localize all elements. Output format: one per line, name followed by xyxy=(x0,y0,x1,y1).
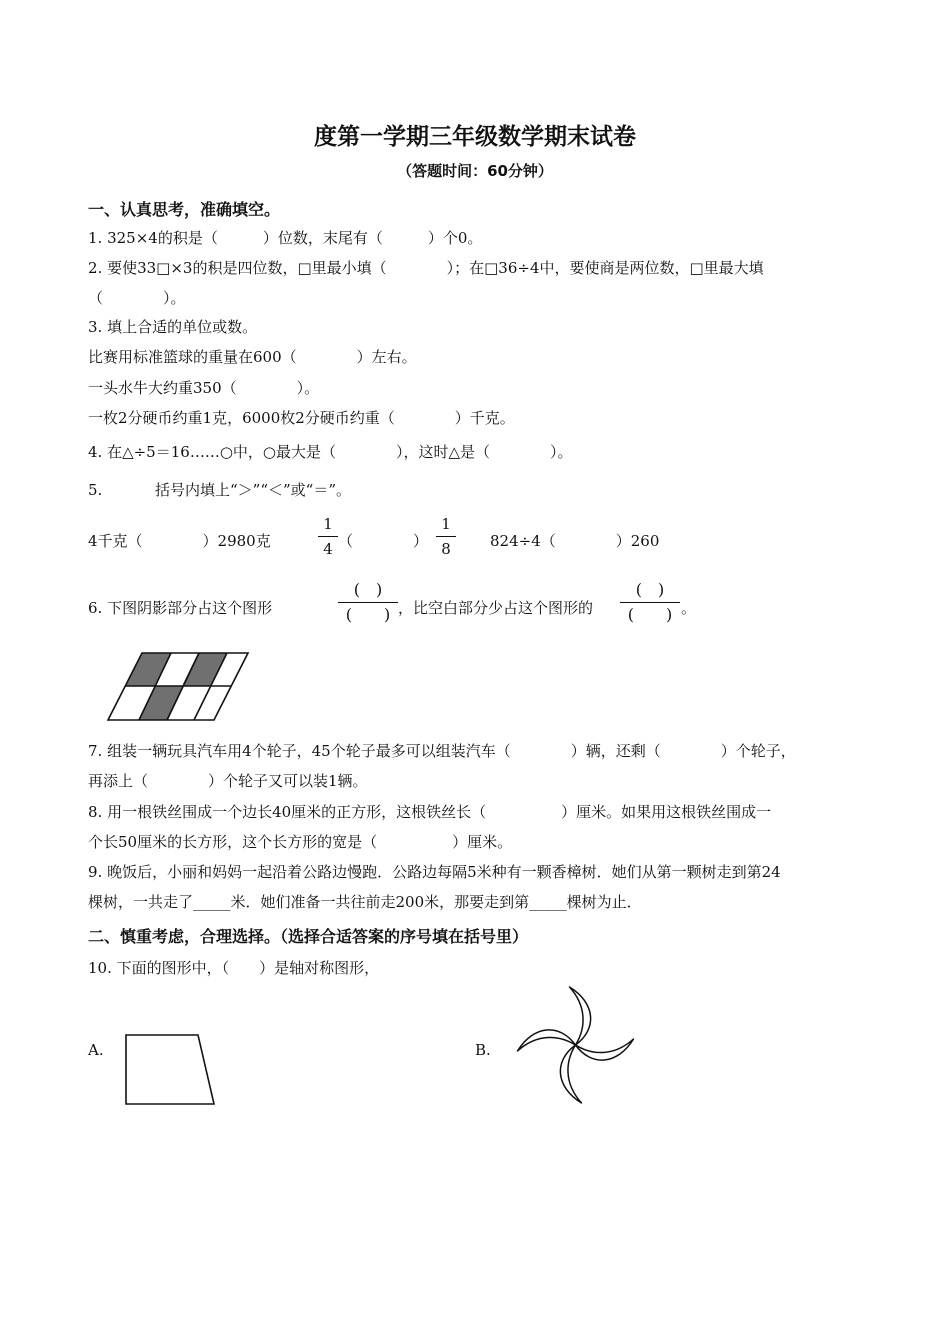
question-5-compare-b: （ ） xyxy=(338,532,429,550)
fraction-bar xyxy=(318,536,338,537)
option-a-label: A. xyxy=(88,1041,104,1059)
option-b-label: B. xyxy=(475,1041,491,1059)
grid-lines xyxy=(108,653,248,720)
fraction-numerator: 1 xyxy=(441,515,451,533)
question-6-end: 。 xyxy=(681,599,697,617)
question-6-blank-fraction-1 xyxy=(338,579,398,626)
pinwheel-crescent-figure xyxy=(508,980,643,1110)
question-6-text-a: 6. 下图阴影部分占这个图形 xyxy=(88,599,273,617)
question-3-item-b: 一头水牛大约重350（ ）。 xyxy=(88,379,320,397)
shaded-cell xyxy=(182,653,227,686)
question-2-line-1: 2. 要使33□×3的积是四位数，□里最小填（ ）；在□36÷4中，要使商是两位数，□里最大填 xyxy=(88,259,764,277)
question-8-line-1: 8. 用一根铁丝围成一个边长40厘米的正方形，这根铁丝长（ ）厘米。如果用这根铁丝围成一 xyxy=(88,803,772,821)
question-3-heading: 3. 填上合适的单位或数。 xyxy=(88,318,258,336)
fraction-denominator: 4 xyxy=(323,540,333,558)
question-2-line-2: （ ）。 xyxy=(88,289,186,307)
fraction-bar xyxy=(338,602,398,603)
fraction-numerator: ( ) xyxy=(353,580,383,599)
question-3-item-c: 一枚2分硬币约重1克，6000枚2分硬币约重（ ）千克。 xyxy=(88,409,515,427)
fraction-numerator: ( ) xyxy=(635,580,665,599)
question-8-line-2: 个长50厘米的长方形，这个长方形的宽是（ ）厘米。 xyxy=(88,833,513,851)
question-9-line-1: 9. 晚饭后，小丽和妈妈一起沿着公路边慢跑．公路边每隔5米种有一颗香樟树．她们从第一颗树走到第24 xyxy=(88,863,781,881)
question-1: 1. 325×4的积是（ ）位数，末尾有（ ）个0。 xyxy=(88,229,483,247)
shaded-cell xyxy=(139,686,184,720)
question-5-compare-a: 4千克（ ）2980克 xyxy=(88,532,271,550)
fraction-denominator: 8 xyxy=(441,540,451,558)
question-6-blank-fraction-2 xyxy=(620,579,680,626)
fraction-bar xyxy=(436,536,456,537)
section-2-heading: 二、慎重考虑，合理选择。（选择合适答案的序号填在括号里） xyxy=(88,927,529,946)
question-5-compare-c: 824÷4（ ）260 xyxy=(490,532,660,550)
trapezoid-figure xyxy=(118,1030,218,1110)
exam-title: 度第一学期三年级数学期末试卷 xyxy=(314,124,636,150)
section-1-heading: 一、认真思考，准确填空。 xyxy=(88,200,281,219)
question-6-text-b: ，比空白部分少占这个图形的 xyxy=(398,599,594,617)
question-5-number: 5. xyxy=(88,481,103,499)
fraction-denominator: ( ) xyxy=(627,605,673,624)
question-5-heading: 括号内填上“＞”“＜”或“＝”。 xyxy=(155,481,352,499)
fraction-denominator: ( ) xyxy=(345,605,391,624)
question-9-line-2: 棵树，一共走了_____米．她们准备一共往前走200米，那要走到第_____棵树为止． xyxy=(88,893,642,911)
fraction-one-eighth xyxy=(436,514,456,559)
fraction-numerator: 1 xyxy=(323,515,333,533)
exam-subtitle: （答题时间：60分钟） xyxy=(397,162,553,180)
question-10: 10. 下面的图形中，（ ）是轴对称图形， xyxy=(88,959,380,977)
fraction-bar xyxy=(620,602,680,603)
question-7-line-1: 7. 组装一辆玩具汽车用4个轮子，45个轮子最多可以组装汽车（ ）辆，还剩（ ）个轮子， xyxy=(88,742,796,760)
question-3-item-a: 比赛用标准篮球的重量在600（ ）左右。 xyxy=(88,348,417,366)
question-7-line-2: 再添上（ ）个轮子又可以装1辆。 xyxy=(88,772,368,790)
fraction-one-quarter xyxy=(318,514,338,559)
parallelogram-figure xyxy=(100,648,255,726)
question-4: 4. 在△÷5＝16……○中，○最大是（ ），这时△是（ ）。 xyxy=(88,443,573,461)
